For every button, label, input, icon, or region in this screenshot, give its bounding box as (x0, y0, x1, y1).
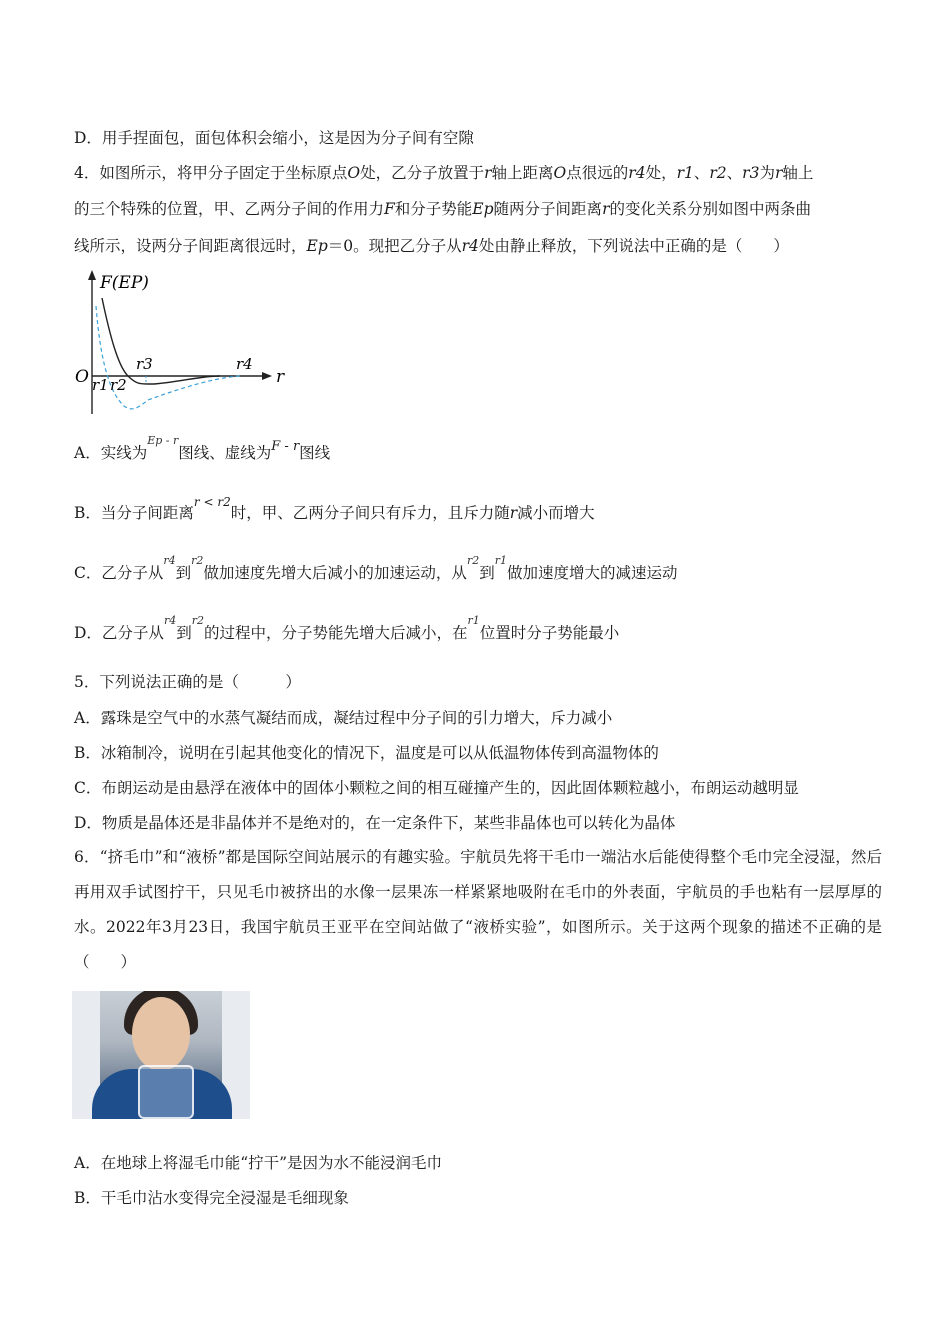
q4-option-d: D．乙分子从$^{r4}$到$^{r2}$的过程中，分子势能先增大后减小，在$^{r1}$位置时分子势能最小 (74, 614, 620, 642)
q4-option-c: C．乙分子从$^{r4}$到$^{r2}$做加速度先增大后减小的加速运动，从$^{r2}$到$^{r1}$做加速度增大的减速运动 (74, 554, 678, 582)
y-axis-arrow (88, 270, 96, 280)
q4-option-b: B．当分子间距离$^{r < r2}$时，甲、乙两分子间只有斥力，且斥力随r减小而增大 (74, 495, 595, 522)
q4-force-energy-graph (70, 266, 290, 418)
q5-option-a: A．露珠是空气中的水蒸气凝结而成，凝结过程中分子间的引力增大，斥力减小 (74, 709, 613, 727)
graph-r1: r1 (92, 376, 109, 394)
q5-option-b: B．冰箱制冷，说明在引起其他变化的情况下，温度是可以从低温物体传到高温物体的 (74, 744, 659, 762)
q4-stem-line-2: 的三个特殊的位置，甲、乙两分子间的作用力F和分子势能Ep随两分子间距离r的变化关系分别如图中两条曲 (74, 200, 811, 218)
q3-option-d: D．用手捏面包，面包体积会缩小，这是因为分子间有空隙 (74, 129, 474, 147)
graph-origin: O (75, 367, 89, 387)
liquid-bridge-photo (72, 991, 250, 1119)
x-axis-arrow (262, 372, 272, 380)
graph-r3: r3 (136, 355, 153, 373)
q4-option-a: A．实线为$^{Ep - r}$图线、虚线为$^{F - r}$图线 (74, 434, 331, 462)
q4-stem-line-1: 4．如图所示，将甲分子固定于坐标原点O处，乙分子放置于r轴上距离O点很远的r4处，r1、r2、r3为r轴上 (74, 164, 814, 182)
graph-xlabel: r (276, 367, 285, 387)
liquid-bridge-device (138, 1065, 194, 1119)
q6-option-b: B．干毛巾沾水变得完全浸湿是毛细现象 (74, 1189, 349, 1207)
graph-ylabel: F(EP) (100, 273, 149, 293)
q5-stem: 5．下列说法正确的是（ ） (74, 673, 301, 691)
q5-option-c: C．布朗运动是由悬浮在液体中的固体小颗粒之间的相互碰撞产生的，因此固体颗粒越小，布朗运动越明显 (74, 779, 799, 797)
q5-option-d: D．物质是晶体还是非晶体并不是绝对的，在一定条件下，某些非晶体也可以转化为晶体 (74, 814, 676, 832)
astronaut-face (132, 997, 190, 1071)
force-curve-solid (102, 298, 220, 384)
graph-r4: r4 (236, 355, 253, 373)
q6-stem: 6．“挤毛巾”和“液桥”都是国际空间站展示的有趣实验。宇航员先将干毛巾一端沾水后能使得整个毛巾完全浸湿，然后再用双手试图拧干，只见毛巾被挤出的水像一层果冻一样紧紧地吸附在毛巾的外表面，宇航员的手也粘有一层厚厚的水。2022年3月23日，我国宇航员王亚平在空间站做了“液桥实验”，如图所示。关于这两个现象的描述不正确的是（ ） (74, 848, 882, 971)
q4-stem-line-3: 线所示，设两分子间距离很远时，Ep＝0。现把乙分子从r4处由静止释放，下列说法中正确的是（ ） (74, 237, 789, 255)
graph-r2: r2 (110, 376, 127, 394)
q6-option-a: A．在地球上将湿毛巾能“拧干”是因为水不能浸润毛巾 (74, 1154, 443, 1172)
